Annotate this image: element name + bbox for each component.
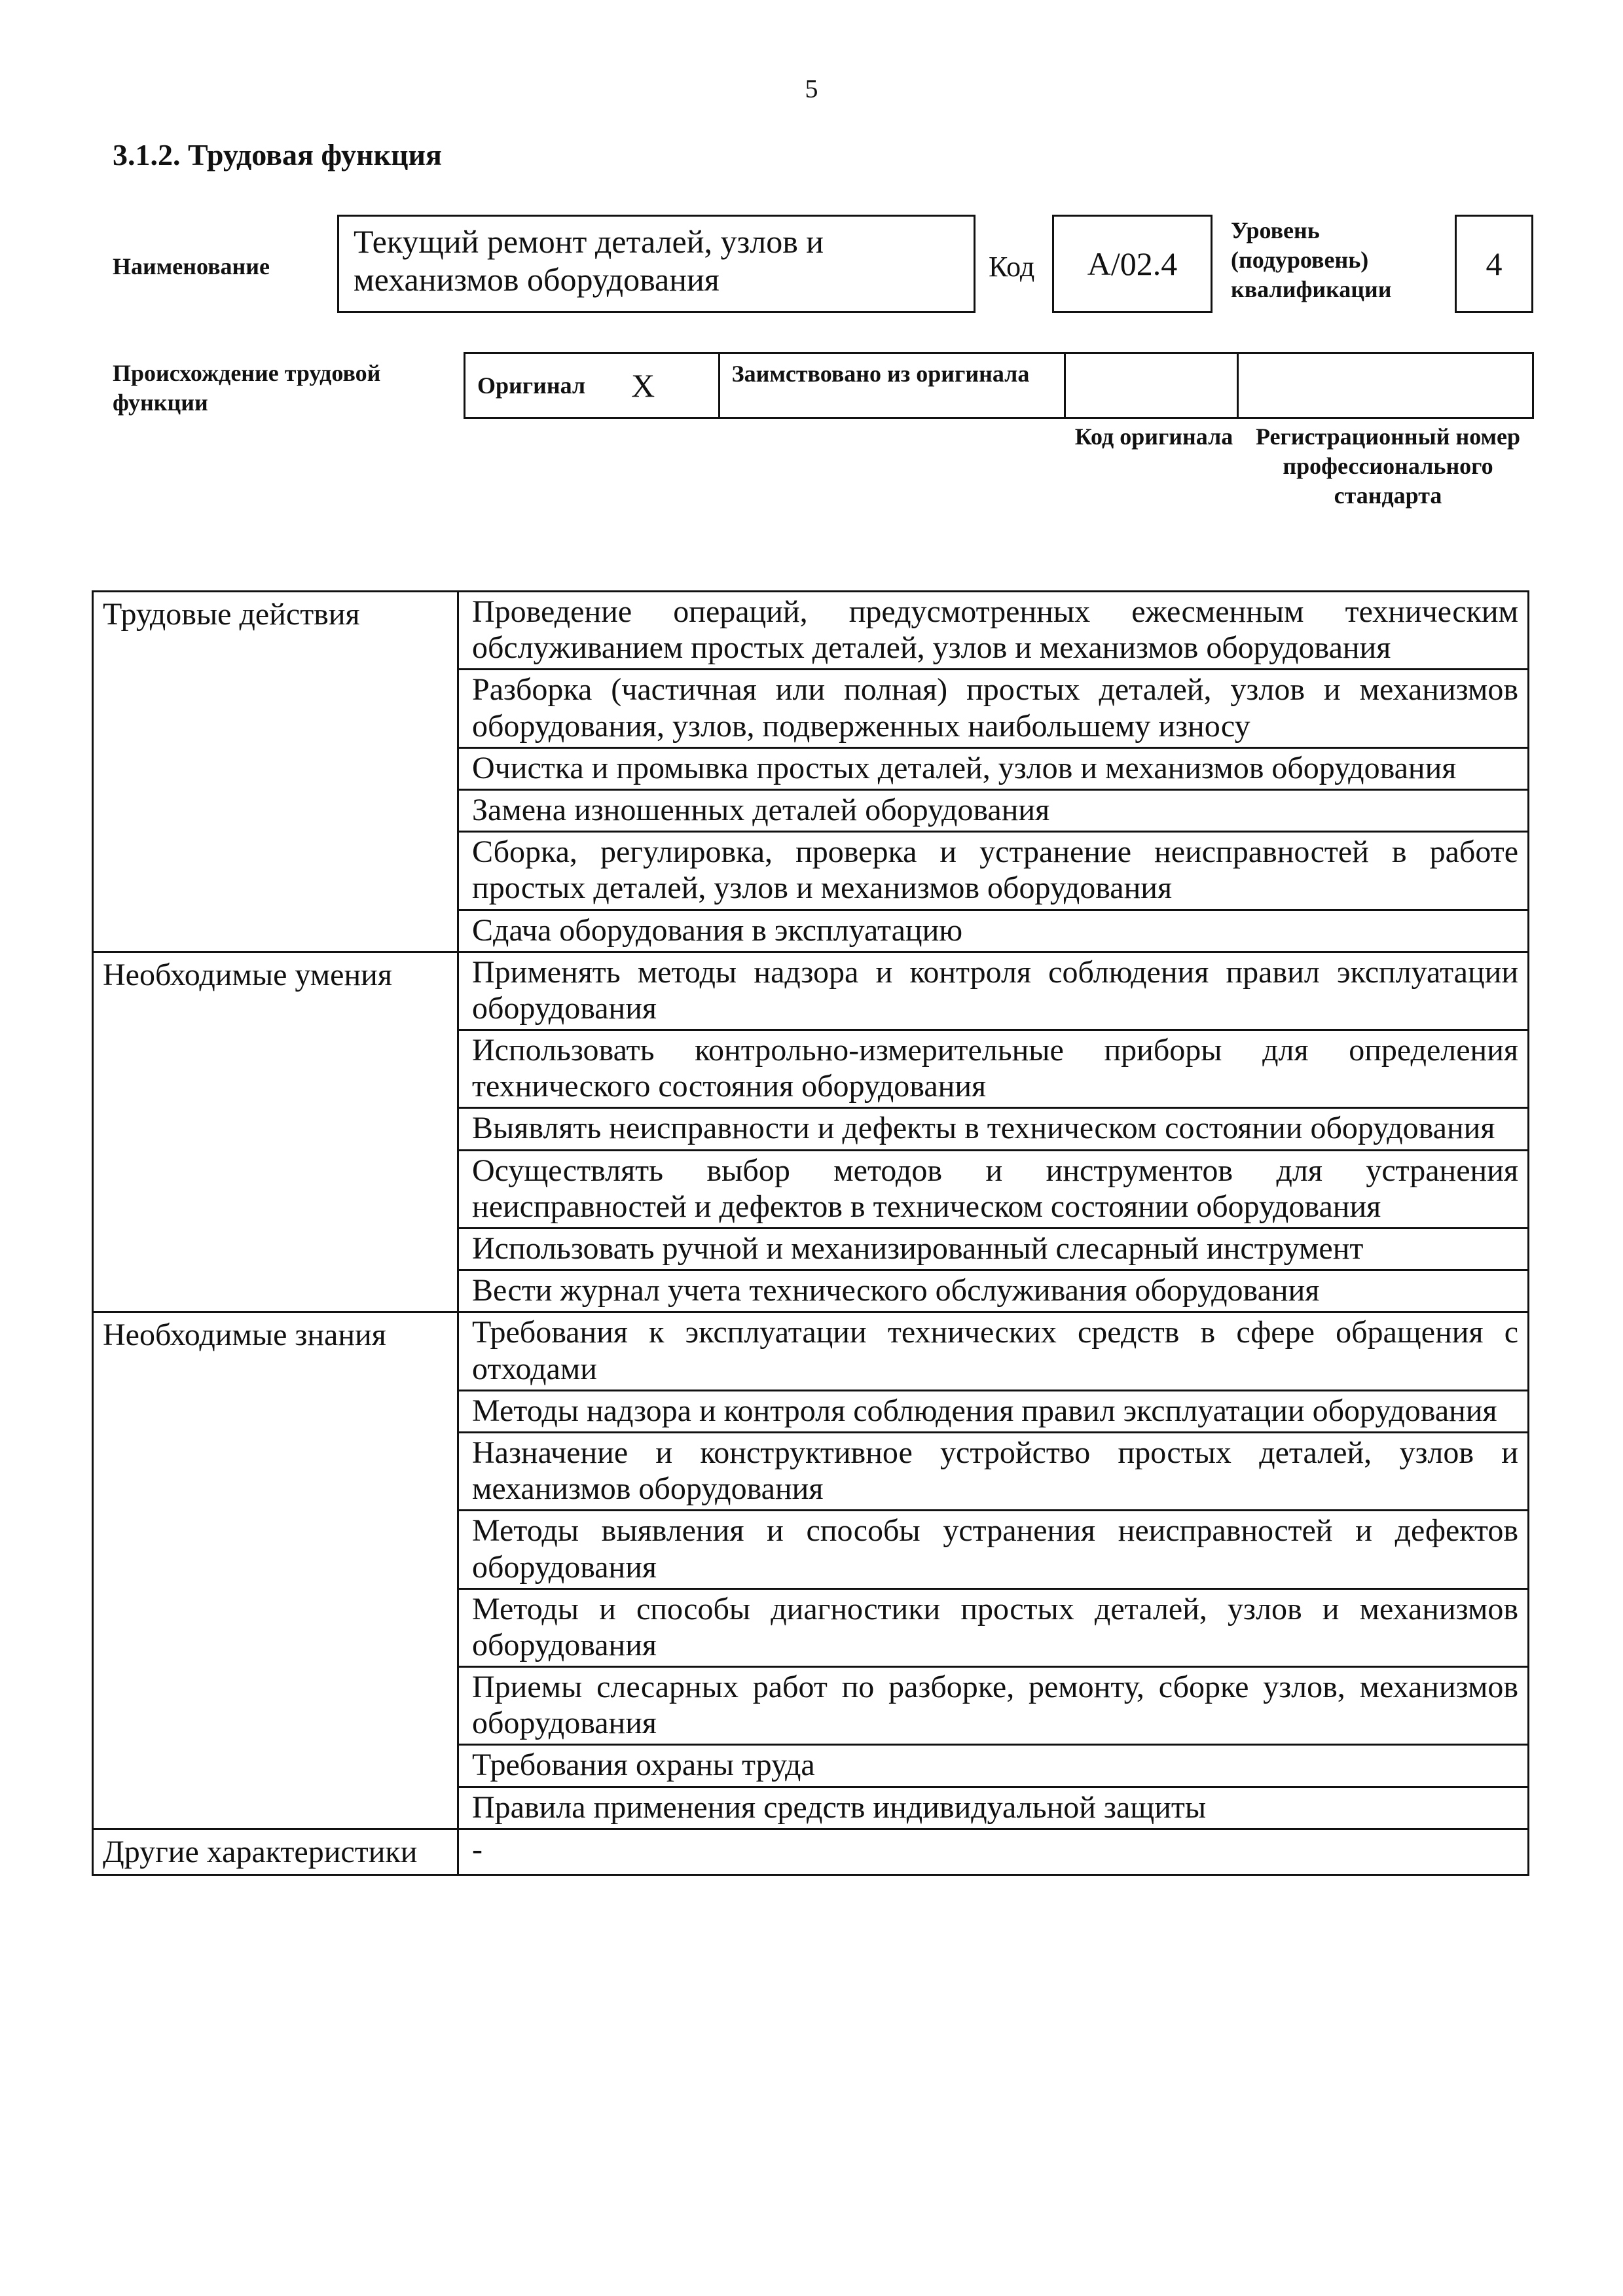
section-title-cell: Другие характеристики [93,1829,458,1874]
name-label: Наименование [113,253,270,279]
section-title: 3.1.2. Трудовая функция [113,138,442,171]
level-value: 4 [1486,245,1503,282]
section-item: Методы и способы диагностики простых деталей, узлов и механизмов оборудования [458,1588,1529,1666]
section-title-cell: Необходимые знания [93,1312,458,1829]
section-item: Применять методы надзора и контроля соблюдения правил эксплуатации оборудования [458,952,1529,1030]
section-item: Разборка (частичная или полная) простых деталей, узлов и механизмов оборудования, узлов, подверженных наибольшему износу [458,670,1529,747]
section-title-cell: Необходимые умения [93,952,458,1312]
section-item: Замена изношенных деталей оборудования [458,789,1529,831]
section-item: Сдача оборудования в эксплуатацию [458,910,1529,952]
section-item: Использовать ручной и механизированный слесарный инструмент [458,1229,1529,1270]
code-box [1052,215,1213,313]
section-item: - [458,1829,1529,1874]
section-item: Методы выявления и способы устранения неисправностей и дефектов оборудования [458,1511,1529,1588]
section-item: Использовать контрольно-измерительные приборы для определения технического состояния оборудования [458,1030,1529,1108]
section-item: Сборка, регулировка, проверка и устранение неисправностей в работе простых деталей, узлов и механизмов оборудования [458,832,1529,910]
table-row [93,592,1529,670]
original-mark: X [631,367,655,404]
reg-number-caption: Регистрационный номер профессионального стандарта [1255,423,1521,509]
section-item: Методы надзора и контроля соблюдения правил эксплуатации оборудования [458,1390,1529,1432]
section-item: Выявлять неисправности и дефекты в техническом состоянии оборудования [458,1108,1529,1150]
function-name-value: Текущий ремонт деталей, узлов и механизмов оборудования [354,223,824,298]
section-item: Требования к эксплуатации технических средств в сфере обращения с отходами [458,1312,1529,1390]
section-title-cell: Трудовые действия [93,592,458,952]
section-item: Приемы слесарных работ по разборке, ремонту, сборке узлов, механизмов оборудования [458,1667,1529,1745]
origin-row [464,352,1534,419]
table-row [93,1312,1529,1390]
section-item: Вести журнал учета технического обслуживания оборудования [458,1270,1529,1312]
section-item: Назначение и конструктивное устройство простых деталей, узлов и механизмов оборудования [458,1432,1529,1510]
reg-number-cell [1239,354,1532,417]
borrowed-label: Заимствовано из оригинала [720,354,1066,417]
level-box [1455,215,1533,313]
section-item: Очистка и промывка простых деталей, узлов и механизмов оборудования [458,747,1529,789]
original-code-caption: Код оригинала [1074,423,1233,450]
code-value: A/02.4 [1087,245,1178,282]
origin-original-cell [465,354,720,417]
origin-label: Происхождение трудовой функции [113,360,381,416]
section-item: Осуществлять выбор методов и инструментов для устранения неисправностей и дефектов в техническом состоянии оборудования [458,1150,1529,1228]
function-name-box [337,215,976,313]
original-label: Оригинал [477,372,586,399]
page-number: 5 [805,74,818,103]
section-item: Правила применения средств индивидуальной защиты [458,1787,1529,1829]
code-label: Код [989,251,1035,283]
level-label: Уровень (подуровень) квалификации [1231,217,1392,302]
section-item: Проведение операций, предусмотренных ежесменным техническим обслуживанием простых деталей, узлов и механизмов оборудования [458,592,1529,670]
function-details-table [92,590,1529,1876]
section-item: Требования охраны труда [458,1745,1529,1787]
original-code-cell [1066,354,1239,417]
table-row [93,952,1529,1030]
table-row [93,1829,1529,1874]
